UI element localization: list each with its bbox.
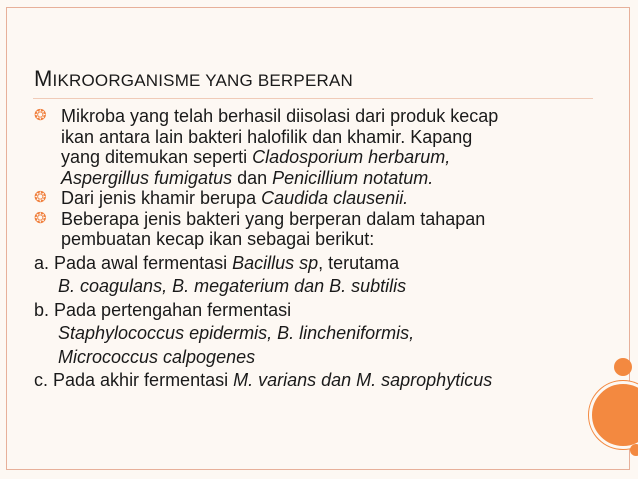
bullet-item (34, 106, 604, 188)
bullet-item (34, 188, 604, 209)
title-divider (33, 98, 593, 99)
text-line (61, 209, 604, 230)
italic-term: M. varians dan M. saprophyticus (233, 370, 493, 390)
text-run: yang ditemukan seperti (61, 147, 253, 167)
text-run: , terutama (318, 252, 400, 273)
text-line (61, 147, 604, 168)
text-run: dan (232, 167, 273, 188)
text-run: c. Pada akhir fermentasi (34, 370, 234, 390)
italic-term: Cladosporium herbarum, (252, 147, 451, 167)
text-line (61, 229, 604, 250)
title-initial: M (34, 66, 53, 91)
text-run: b. Pada pertengahan fermentasi (34, 299, 292, 320)
text-run: Dari jenis khamir berupa (61, 188, 262, 208)
text-run: Mikroba yang telah berhasil diisolasi dari produk kecap (61, 106, 499, 126)
text-line (34, 300, 604, 321)
text-line (61, 188, 604, 209)
italic-term: Aspergillus fumigatus (61, 167, 233, 188)
slide-title (34, 66, 353, 92)
text-line (61, 168, 604, 189)
title-rest: IKROORGANISME YANG BERPERAN (52, 71, 353, 90)
text-line (34, 370, 604, 391)
italic-term: Caudida clausenii. (261, 188, 409, 208)
bullet-icon: ❂ (34, 189, 47, 206)
text-line (61, 106, 604, 127)
decorative-circle-medium (614, 358, 632, 376)
stage-item (0, 253, 604, 297)
bullet-icon: ❂ (34, 107, 47, 124)
text-line (61, 127, 604, 148)
slide-body (34, 106, 604, 391)
italic-term: Bacillus sp (232, 252, 319, 273)
text-line (34, 347, 604, 368)
bullet-item (34, 209, 604, 250)
italic-term: B. coagulans, B. megaterium dan B. subtilis (58, 276, 407, 296)
italic-term: Penicillium notatum. (272, 167, 434, 188)
stage-item (0, 370, 604, 391)
text-line (34, 253, 604, 274)
bullet-icon: ❂ (34, 209, 47, 227)
text-run: pembuatan kecap ikan sebagai berikut: (61, 229, 375, 249)
stage-item (0, 300, 604, 368)
text-run: Beberapa jenis bakteri yang berperan dalam tahapan (61, 208, 486, 229)
italic-term: Micrococcus calpogenes (58, 346, 256, 367)
italic-term: Staphylococcus epidermis, B. lincheniformis, (58, 323, 415, 343)
decorative-circle-small (630, 444, 638, 456)
text-run: a. Pada awal fermentasi (34, 252, 233, 273)
text-line (34, 276, 604, 297)
text-line (34, 323, 604, 344)
text-run: ikan antara lain bakteri halofilik dan khamir. Kapang (61, 126, 473, 147)
